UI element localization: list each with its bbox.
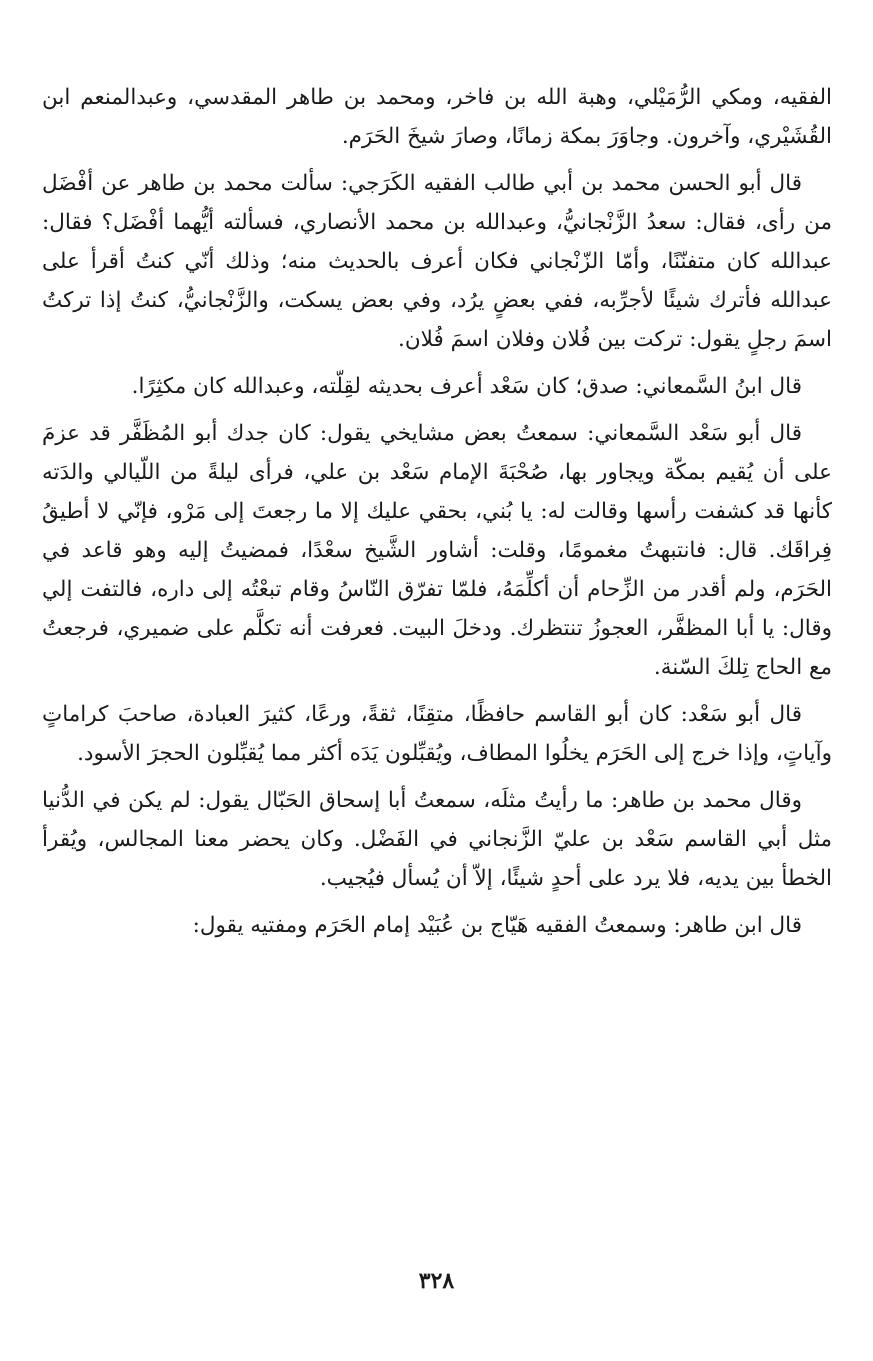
paragraph-1: الفقيه، ومكي الرُّمَيْلي، وهبة الله بن فاخر، ومحمد بن طاهر المقدسي، وعبدالمنعم ابن القُشَيْري، وآخرون. وجاوَرَ بمكة زمانًا، وصارَ شيخَ الحَرَم.: [42, 85, 832, 149]
paragraph-2: قال أبو الحسن محمد بن أبي طالب الفقيه الكَرَجي: سألت محمد بن طاهر عن أفْضَل من رأى، فقال: سعدُ الزَّنْجانيُّ، وعبدالله بن محمد الأنصاري، فسألته أيُّهما أفْضَل؟ فقال: عبدالله كان متفنّنًا، وأمّا الزّنْجاني فكان أعرف بالحديث منه؛ وذلك أنّي كنتُ أقرأ على عبدالله فأترك شيئًا لأجرِّبه، ففي بعضٍ يرُد، وفي بعض يسكت، والزَّنْجانيُّ، كنتُ إذا تركتُ اسمَ رجلٍ يقول: تركت بين فُلان وفلان اسمَ فُلان.: [42, 171, 832, 352]
page-body-text: [42, 78, 832, 953]
paragraph-4: قال أبو سَعْد السَّمعاني: سمعتُ بعض مشايخي يقول: كان جدك أبو المُظَفَّر قد عزمَ على أن يُقيم بمكّة ويجاور بها، صُحْبَةَ الإمام سَعْد بن علي، فرأى ليلةً من اللّيالي والدَته كأنها قد كشفت رأسها وقالت له: يا بُني، بحقي عليك إلا ما رجعتَ إلى مَرْو، فإنّي لا أطيقُ فِراقَك. قال: فانتبهتُ مغمومًا، وقلت: أشاور الشَّيخ سعْدًا، فمضيتُ إليه وهو قاعد في الحَرَم، ولم أقدر من الزِّحام أن أكلِّمَهُ، فلمّا تفرّق النّاسُ وقام تبعْتُه إلى داره، فالتفت إلي وقال: يا أبا المظفَّر، العجوزُ تنتظرك. ودخلَ البيت. فعرفت أنه تكلَّم على ضميري، فرجعتُ مع الحاج تِلكَ السّنة.: [42, 421, 832, 680]
paragraph-7: قال ابن طاهر: وسمعتُ الفقيه هَيّاج بن عُبَيْد إمام الحَرَم ومفتيه يقول:: [192, 913, 802, 938]
paragraph-6: وقال محمد بن طاهر: ما رأيتُ مثلَه، سمعتُ أبا إسحاق الحَبّال يقول: لم يكن في الدُّنيا مثل أبي القاسم سَعْد بن عليّ الزَّنجاني في الفَضْل. وكان يحضر معنا المجالس، ويُقرأ الخطأ بين يديه، فلا يرد على أحدٍ شيئًا، إلاّ أن يُسأل فيُجيب.: [42, 788, 832, 891]
paragraph-3: قال ابنُ السَّمعاني: صدق؛ كان سَعْد أعرف بحديثه لقِلّته، وعبدالله كان مكثِرًا.: [131, 374, 802, 399]
page-number: ٣٢٨: [418, 1268, 455, 1294]
paragraph-5: قال أبو سَعْد: كان أبو القاسم حافظًا، متقِنًا، ثقةً، ورعًا، كثيرَ العبادة، صاحبَ كراماتٍ وآياتٍ، وإذا خرج إلى الحَرَم يخلُوا المطاف، ويُقبِّلون يَدَه أكثر مما يُقبِّلون الحجرَ الأسود.: [42, 702, 832, 766]
